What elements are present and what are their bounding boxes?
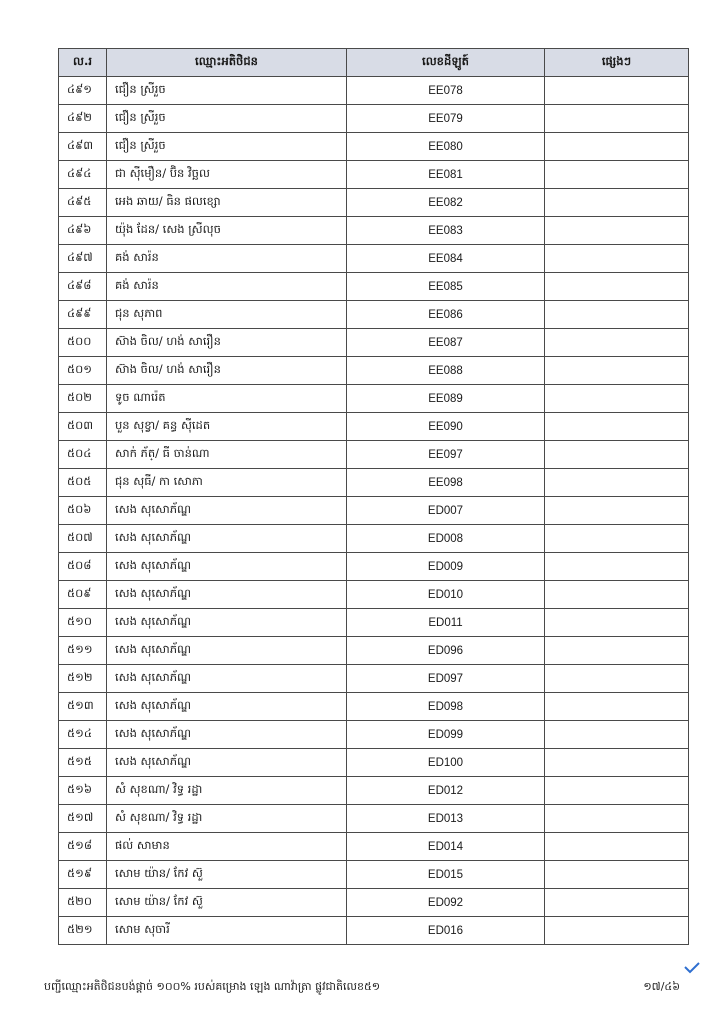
row-number: ៥១៩	[59, 861, 107, 889]
row-number: ៥០៣	[59, 413, 107, 441]
lot-number: ED100	[347, 749, 545, 777]
other-note	[545, 133, 689, 161]
other-note	[545, 161, 689, 189]
customer-name: ជឿន ស្រីរួច	[107, 77, 347, 105]
lot-number: EE088	[347, 357, 545, 385]
table-row	[59, 749, 689, 777]
customer-name: ជុន សុធី/ កា សោភា	[107, 469, 347, 497]
lot-number: ED014	[347, 833, 545, 861]
table-row	[59, 357, 689, 385]
lot-number: EE083	[347, 217, 545, 245]
table-row	[59, 861, 689, 889]
customer-name: សេង សុសោភ័ណ្ឌ	[107, 693, 347, 721]
row-number: ៥១៦	[59, 777, 107, 805]
row-number: ៥០១	[59, 357, 107, 385]
lot-number: ED012	[347, 777, 545, 805]
customer-name: សេង សុសោភ័ណ្ឌ	[107, 637, 347, 665]
header-number: ល.រ	[59, 49, 107, 77]
other-note	[545, 917, 689, 945]
row-number: ៥១៧	[59, 805, 107, 833]
customer-name: ជា ស៊ីមឿន/ ប៊ិន វិច្ឆល	[107, 161, 347, 189]
table-row	[59, 665, 689, 693]
row-number: ៥២០	[59, 889, 107, 917]
other-note	[545, 805, 689, 833]
other-note	[545, 301, 689, 329]
table-row	[59, 721, 689, 749]
row-number: ៤៩១	[59, 77, 107, 105]
table-row	[59, 917, 689, 945]
other-note	[545, 329, 689, 357]
table-row	[59, 497, 689, 525]
customer-name: សេង សុសោភ័ណ្ឌ	[107, 497, 347, 525]
header-other: ផ្សេងៗ	[545, 49, 689, 77]
row-number: ៤៩៨	[59, 273, 107, 301]
row-number: ៥០២	[59, 385, 107, 413]
table-row	[59, 385, 689, 413]
other-note	[545, 665, 689, 693]
row-number: ៥០៥	[59, 469, 107, 497]
lot-number: ED013	[347, 805, 545, 833]
check-mark-icon	[684, 962, 700, 974]
customer-name: ជុន សុភាព	[107, 301, 347, 329]
row-number: ៥០៩	[59, 581, 107, 609]
lot-number: EE087	[347, 329, 545, 357]
other-note	[545, 833, 689, 861]
table-row	[59, 105, 689, 133]
customer-name: សោម យ៉ាន/ កែវ ស៊ួ	[107, 861, 347, 889]
customer-name: ជឿន ស្រីរួច	[107, 105, 347, 133]
other-note	[545, 889, 689, 917]
table-header-row	[59, 49, 689, 77]
table-body	[59, 77, 689, 945]
lot-number: ED008	[347, 525, 545, 553]
row-number: ៥០០	[59, 329, 107, 357]
other-note	[545, 385, 689, 413]
table-row	[59, 833, 689, 861]
row-number: ៥២១	[59, 917, 107, 945]
lot-number: ED099	[347, 721, 545, 749]
row-number: ៥០៨	[59, 553, 107, 581]
lot-number: ED092	[347, 889, 545, 917]
customer-name: ជឿន ស្រីរួច	[107, 133, 347, 161]
other-note	[545, 609, 689, 637]
other-note	[545, 413, 689, 441]
customer-name: គង់ សារ៉ន	[107, 245, 347, 273]
customer-name: សេង សុសោភ័ណ្ឌ	[107, 525, 347, 553]
table-row	[59, 805, 689, 833]
lot-number: EE084	[347, 245, 545, 273]
lot-number: ED010	[347, 581, 545, 609]
customer-name: សេង សុសោភ័ណ្ឌ	[107, 665, 347, 693]
customer-name: សំ សុខណា/ វិទ្ធ រដ្ឋា	[107, 805, 347, 833]
table-row	[59, 777, 689, 805]
table-row	[59, 161, 689, 189]
row-number: ៤៩៩	[59, 301, 107, 329]
table-row	[59, 189, 689, 217]
table-row	[59, 637, 689, 665]
row-number: ៤៩៥	[59, 189, 107, 217]
customer-name: អេង ឆាយ/ ធិន ផលខ្សោ	[107, 189, 347, 217]
table-row	[59, 273, 689, 301]
customer-name: សោម សុចារី	[107, 917, 347, 945]
table-row	[59, 301, 689, 329]
table-row	[59, 245, 689, 273]
customer-name: យ៉ុង ដែន/ សេង ស្រីលុច	[107, 217, 347, 245]
other-note	[545, 777, 689, 805]
other-note	[545, 105, 689, 133]
lot-number: EE081	[347, 161, 545, 189]
other-note	[545, 469, 689, 497]
customer-name: ស៊ាង ចិល/ ហង់ សារឿន	[107, 357, 347, 385]
table-row	[59, 469, 689, 497]
row-number: ៥១៨	[59, 833, 107, 861]
lot-number: ED096	[347, 637, 545, 665]
row-number: ៥១៤	[59, 721, 107, 749]
header-customer-name: ឈ្មោះអតិថិជន	[107, 49, 347, 77]
table-row	[59, 441, 689, 469]
lot-number: ED097	[347, 665, 545, 693]
row-number: ៤៩៣	[59, 133, 107, 161]
table-row	[59, 77, 689, 105]
other-note	[545, 357, 689, 385]
table-row	[59, 413, 689, 441]
row-number: ៤៩៤	[59, 161, 107, 189]
customer-table	[58, 48, 689, 945]
row-number: ៥១១	[59, 637, 107, 665]
customer-name: សាក់ ភ័ត្/ ធី ចាន់ណា	[107, 441, 347, 469]
other-note	[545, 273, 689, 301]
customer-name: សេង សុសោភ័ណ្ឌ	[107, 721, 347, 749]
customer-name: សំ សុខណា/ វិទ្ធ រដ្ឋា	[107, 777, 347, 805]
lot-number: EE078	[347, 77, 545, 105]
customer-name: ស៊ាង ចិល/ ហង់ សារឿន	[107, 329, 347, 357]
table-row	[59, 693, 689, 721]
lot-number: EE098	[347, 469, 545, 497]
customer-name: សេង សុសោភ័ណ្ឌ	[107, 609, 347, 637]
other-note	[545, 581, 689, 609]
lot-number: ED011	[347, 609, 545, 637]
footer-caption: បញ្ជីឈ្មោះអតិថិជនបង់ផ្តាច់ ១០០% របស់គម្រោង ឡេង ណាវ៉ាត្រា ផ្លូវជាតិលេខ៥១	[44, 980, 381, 993]
lot-number: ED007	[347, 497, 545, 525]
table-row	[59, 329, 689, 357]
other-note	[545, 245, 689, 273]
header-lot-number: លេខដីឡូត៍	[347, 49, 545, 77]
lot-number: ED016	[347, 917, 545, 945]
lot-number: EE085	[347, 273, 545, 301]
other-note	[545, 441, 689, 469]
customer-name: សេង សុសោភ័ណ្ឌ	[107, 553, 347, 581]
row-number: ៥០៧	[59, 525, 107, 553]
table-row	[59, 609, 689, 637]
other-note	[545, 861, 689, 889]
other-note	[545, 553, 689, 581]
other-note	[545, 217, 689, 245]
customer-name: ទូច ណារ៉េត	[107, 385, 347, 413]
table-row	[59, 581, 689, 609]
row-number: ៥១៣	[59, 693, 107, 721]
customer-name: ផល់ សាមាន	[107, 833, 347, 861]
table-row	[59, 553, 689, 581]
lot-number: ED098	[347, 693, 545, 721]
table-row	[59, 889, 689, 917]
row-number: ៥១៥	[59, 749, 107, 777]
row-number: ៥១២	[59, 665, 107, 693]
other-note	[545, 497, 689, 525]
row-number: ៥០៦	[59, 497, 107, 525]
row-number: ៤៩២	[59, 105, 107, 133]
lot-number: EE090	[347, 413, 545, 441]
row-number: ៥១០	[59, 609, 107, 637]
customer-name: គង់ សារ៉ន	[107, 273, 347, 301]
customer-name: សេង សុសោភ័ណ្ឌ	[107, 581, 347, 609]
lot-number: EE097	[347, 441, 545, 469]
lot-number: EE082	[347, 189, 545, 217]
other-note	[545, 525, 689, 553]
customer-name: សោម យ៉ាន/ កែវ ស៊ួ	[107, 889, 347, 917]
row-number: ៤៩៦	[59, 217, 107, 245]
other-note	[545, 77, 689, 105]
other-note	[545, 721, 689, 749]
table-row	[59, 133, 689, 161]
other-note	[545, 637, 689, 665]
customer-name: បួន សុខ្វា/ គន្ធ ស៊ីដេត	[107, 413, 347, 441]
row-number: ៥០៤	[59, 441, 107, 469]
lot-number: EE086	[347, 301, 545, 329]
lot-number: ED015	[347, 861, 545, 889]
lot-number: EE089	[347, 385, 545, 413]
lot-number: EE079	[347, 105, 545, 133]
table-row	[59, 217, 689, 245]
other-note	[545, 749, 689, 777]
customer-name: សេង សុសោភ័ណ្ឌ	[107, 749, 347, 777]
other-note	[545, 693, 689, 721]
row-number: ៤៩៧	[59, 245, 107, 273]
lot-number: EE080	[347, 133, 545, 161]
page-number: ១៧/៤៦	[643, 980, 680, 993]
lot-number: ED009	[347, 553, 545, 581]
other-note	[545, 189, 689, 217]
table-row	[59, 525, 689, 553]
